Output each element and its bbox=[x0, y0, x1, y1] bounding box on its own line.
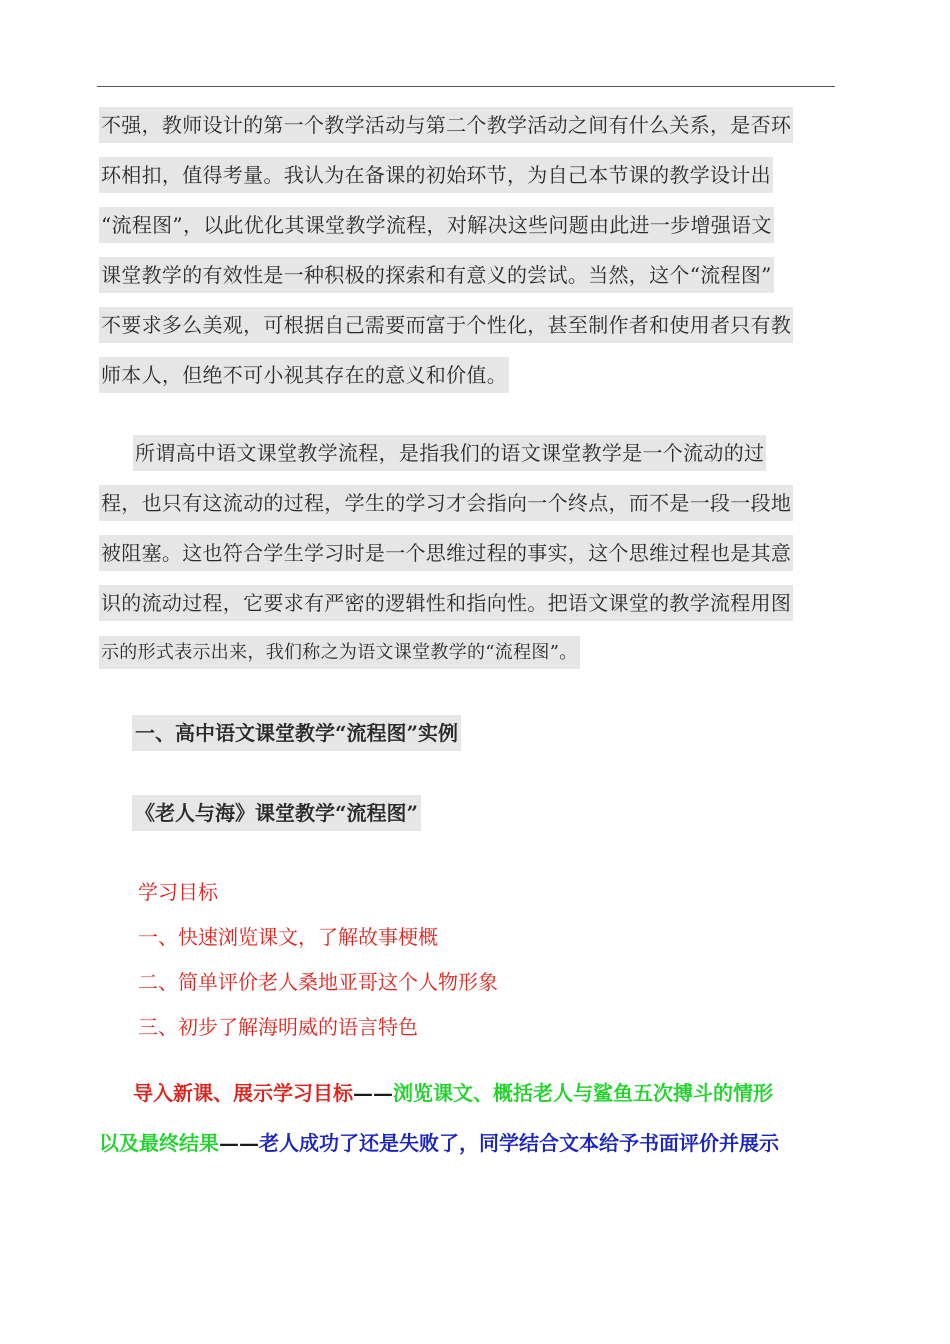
paragraph-line: 程，也只有这流动的过程，学生的学习才会指向一个终点，而不是一段一段地 bbox=[99, 485, 793, 521]
flow-dash: —— bbox=[353, 1081, 393, 1105]
lesson-flow bbox=[99, 1068, 839, 1168]
subsection-heading bbox=[132, 797, 421, 826]
flow-step-browse: 浏览课文、概括老人与鲨鱼五次搏斗的情形 bbox=[393, 1081, 773, 1105]
paragraph-line: 所谓高中语文课堂教学流程，是指我们的语文课堂教学是一个流动的过 bbox=[133, 435, 766, 471]
learning-goal-item: 二、简单评价老人桑地亚哥这个人物形象 bbox=[138, 970, 498, 994]
paragraph-line: 不强，教师设计的第一个教学活动与第二个教学活动之间有什么关系，是否环 bbox=[99, 107, 793, 143]
header-rule bbox=[97, 86, 835, 87]
paragraph-line: 示的形式表示出来，我们称之为语文课堂教学的“流程图”。 bbox=[99, 636, 580, 669]
paragraph-line: “流程图”，以此优化其课堂教学流程，对解决这些问题由此进一步增强语文 bbox=[99, 207, 774, 243]
learning-goals bbox=[138, 870, 498, 1050]
learning-goal-item: 三、初步了解海明威的语言特色 bbox=[138, 1015, 418, 1039]
learning-goal-item: 一、快速浏览课文，了解故事梗概 bbox=[138, 925, 438, 949]
paragraph-2 bbox=[99, 428, 835, 678]
flow-dash: —— bbox=[219, 1131, 259, 1155]
subsection-heading-text: 《老人与海》课堂教学“流程图” bbox=[132, 795, 421, 831]
paragraph-line: 被阻塞。这也符合学生学习时是一个思维过程的事实，这个思维过程也是其意 bbox=[99, 535, 793, 571]
flow-step-intro: 导入新课、展示学习目标 bbox=[133, 1081, 353, 1105]
learning-goals-title: 学习目标 bbox=[138, 880, 218, 904]
section-heading bbox=[132, 717, 461, 746]
section-heading-text: 一、高中语文课堂教学“流程图”实例 bbox=[132, 715, 461, 751]
flow-step-evaluate: 老人成功了还是失败了，同学结合文本给予书面评价并展示 bbox=[259, 1131, 779, 1155]
flow-step-browse-cont: 以及最终结果 bbox=[99, 1131, 219, 1155]
paragraph-line: 识的流动过程，它要求有严密的逻辑性和指向性。把语文课堂的教学流程用图 bbox=[99, 585, 793, 621]
paragraph-line: 师本人，但绝不可小视其存在的意义和价值。 bbox=[99, 357, 509, 393]
paragraph-line: 课堂教学的有效性是一种积极的探索和有意义的尝试。当然，这个“流程图” bbox=[99, 257, 774, 293]
paragraph-line: 不要求多么美观，可根据自己需要而富于个性化，甚至制作者和使用者只有教 bbox=[99, 307, 793, 343]
paragraph-1 bbox=[99, 100, 835, 400]
paragraph-line: 环相扣，值得考量。我认为在备课的初始环节，为自己本节课的教学设计出 bbox=[99, 157, 773, 193]
